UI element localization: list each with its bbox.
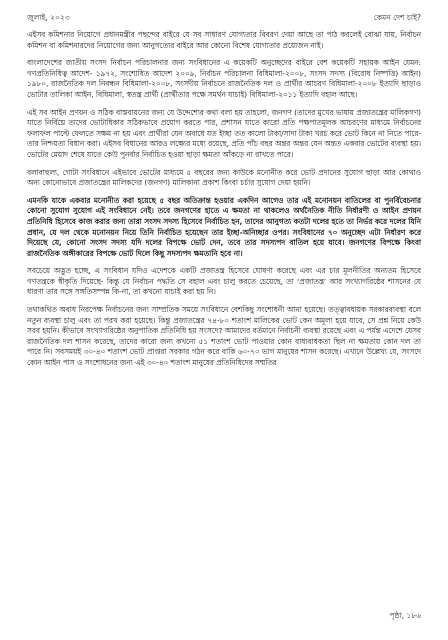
paragraph-4: বলাবাহুল্য, গোটা সংবিধানে এইভাবে ভোটের মাধ্যমে ৫ বছরের জন্য কাউকে মনোনীত করে ভোট প্রদানের সুযোগ ছাড়া আর কোথাও অন্য কোনোভাবে প্রজাতন্ত্রের মালিকদের (জনগণ) মালিকানা প্রকাশ কিংবা চর্চার সুযোগ দেয়া হয়নি। [27, 167, 421, 188]
header-date: জুলাই, ২০২৩ [27, 13, 70, 22]
paragraph-7: তথাকথিত অবাধ নিরপেক্ষ নির্বাচনের জন্য সাম্প্রতিক সময়ে সংবিধানে বেশকিছু সংশোধনী আনা হয়েছে। তত্ত্বাবধায়ক সরকারব্যবস্থা বলে নতুন ব্যবস্থা চালু এবং তা পরখ করা হয়েছে। কিন্তু প্রজাতন্ত্রের ৭৪-৮০ শতাংশ মালিকের ভোট কেন অমূল্য হয়ে যাবে, সে প্রশ্ন নিয়ে কেউ সরব হয়নি। কীভাবে সংখ্যাগরিষ্ঠের অনুপাতিক প্রতিনিধি হয় সংসদে? আমাদের বর্তমানে নির্বাচনী ব্যবস্থা রয়েছে এবং এ পর্যন্ত এদেশে যেসব রাজনৈতিক দল শাসন করেছে, তাদের কারো জন্য কখনো ৫১ শতাংশ ভোট পাওয়ার কোন বাধ্যবাধকতা ছিল না ক্ষমতায় কোন দল তা পারে নি। সবসময়ই ৩০-৪০ শতাংশ ভোট প্রাপ্তরা সরকার গঠন করে বাকি ৬০-৭০ ভাগ মানুষের শাসন করেছে। এখানে উল্লেখ্য যে, সংসদে কোন আইন পাস ও সংশোধনের জন্য এই ৩০-৪০ শতাংশ মানুষের প্রতিনিধিদের সম্মতির [27, 305, 421, 368]
paragraph-2: বাংলাদেশের জাতীয় সংসদ নির্বাচন পরিচালনার জন্য সংবিধানের এ কয়েকটি অনুচ্ছেদের বাইরে বেশ কয়েকটি সহায়ক আইন যেমন: গণপ্রতিনিধিত্ব আদেশ- ১৯৭২, সংশোধিত আদেশ ২০০৯, নির্বাচন পরিচালনা বিধিমালা-২০০৮, সংসদ সদস্য (বিরোধ নিষ্পত্তি) আইন) ১৯৮০, রাজনৈতিক দল নিবন্ধন বিধিমালা-২০০৮, সংসদীয় নির্বাচনে রাজনৈতিক দল ও প্রার্থীর আচরণ বিধিমালা-২০০৮ ইত্যাদি ছাড়াও ভোটার তালিকা আইন, বিধিমালা, স্বতন্ত্র প্রার্থী (প্রার্থীতার পক্ষে সমর্থন যাচাই) বিধিমালা-২০১১ ইত্যাদি বহাল আছে। [27, 58, 421, 99]
paragraph-6: সবচেয়ে অদ্ভুত হচ্ছে, এ সংবিধান যদিও এদেশকে একটি প্রজাতন্ত্র হিসেবে ঘোষণা করেছে এবং এর চার মূলনীতির অন্যতম হিসেবে গণতন্ত্রকে স্বীকৃতি দিয়েছে- কিন্তু যে নির্বাচন পদ্ধতি সে বহাল এবং চালু করতে চেয়েছে, তা ‘প্রজাতন্ত্র’ আর সংখ্যাগরিষ্ঠের শাসনের যে ধারণা তার সঙ্গে সঙ্গতিসম্পন্ন কি-না, তা কখনো যাচাই করা হয় নি। [27, 266, 421, 297]
document-body [27, 30, 421, 376]
paragraph-1: এইসব কমিশনার নিয়োগে প্রধানমন্ত্রীর পছন্দের বাইরে যে সব সাধারণ যোগ্যতার বিবরণ দেয়া আছে তা পাঠ করলেই বোঝা যায়, নির্বাচন কমিশন বা কমিশনারদের নিয়োগের জন্য আনুগত্যের বাইরে আর কোনো বিশেষ যোগ্যতার প্রয়োজন নাই। [27, 30, 421, 50]
header-title: কেমন দেশ চাই? [373, 13, 421, 22]
paragraph-5-bold: এমনকি যাকে একবার মনোনীত করা হয়েছে ৫ বছর অতিক্রান্ত হওয়ার একদিন আগেও তার এই মনোনয়ন বাতিলের বা পুনর্বিবেচনার কোনো সুযোগ সুযোগ এই সংবিধানে নেই। তবে জনগণের হাতে এ ক্ষমতা না থাকলেও অর্থনৈতিক নীতি নির্ধারণী ও আইন প্রণয়ন প্রতিনিধি হিসেবে কাজ করার জন্য তারা সংসদ সদস্য হিসেবে নির্বাচিত হন, তাদের আনুগত্য কতটা দলের হতে তা নির্ভর করে দলের যিনি প্রধান, যে দল থেকে মনোনয়ন নিয়ে তিনি নির্বাচিত হয়েছেন তার ইচ্ছা-অনিচ্ছার ওপর। সংবিধানের ৭০ অনুচ্ছেদ এটা নির্ধারণ করে দিয়েছে যে, কোনো সংসদ সদস্য যদি দলের বিপক্ষে ভোট দেন, তবে তার সদস্যপদ বাতিল হয়ে যাবে। জনগণের বিপক্ষে কিংবা রাজনৈতিক অঙ্গীকারের বিপক্ষে ভোট দিলে কিছু সদস্যপদ ক্ষমতানি হবে না। [27, 195, 422, 258]
page-number: পৃষ্ঠা, ১৮৬ [389, 611, 421, 620]
paragraph-3: এই সব আইন প্রণয়ন ও সঠিক বাস্তবায়নের জন্য যে উদ্দেশ্যের কথা বলা হয় তাহলো, জনগণ (তাদের মুখের ভাষায় প্রজাতন্ত্রের মালিকগণ) যাতে নির্বিঘ্নে তাদের ভোটাধিকার সঠিকভাবে প্রয়োগ করতে পার, প্রশাসন যাতে কারো প্রতি পক্ষপাতমূলক আচরণের মাধ্যমে নির্বাচনের ফলাফল পাল্টে ফেলতে সক্ষম না হয় এবং প্রার্থীরা যেন অবাধে যত ইচ্ছা তত কালো টাকা/সাদা টাকা খরচ করে ভোট কিনে না নিতে পারে- তার নিশ্চয়তা বিধান করা। এইসব বিধানের আরও লক্ষ্যের মধ্যে রয়েছে, প্রতি পাঁচ বছর অন্তর অন্তর যেন অন্তত একবার ভোটের ব্যবস্থা হয়। ভোটের মেয়াদ শেষে যাতে কেউ পুনর্বার নির্বাচিত হওয়া ছাড়া ক্ষমতা আঁকড়ে না রাখতে পারে। [27, 107, 421, 159]
